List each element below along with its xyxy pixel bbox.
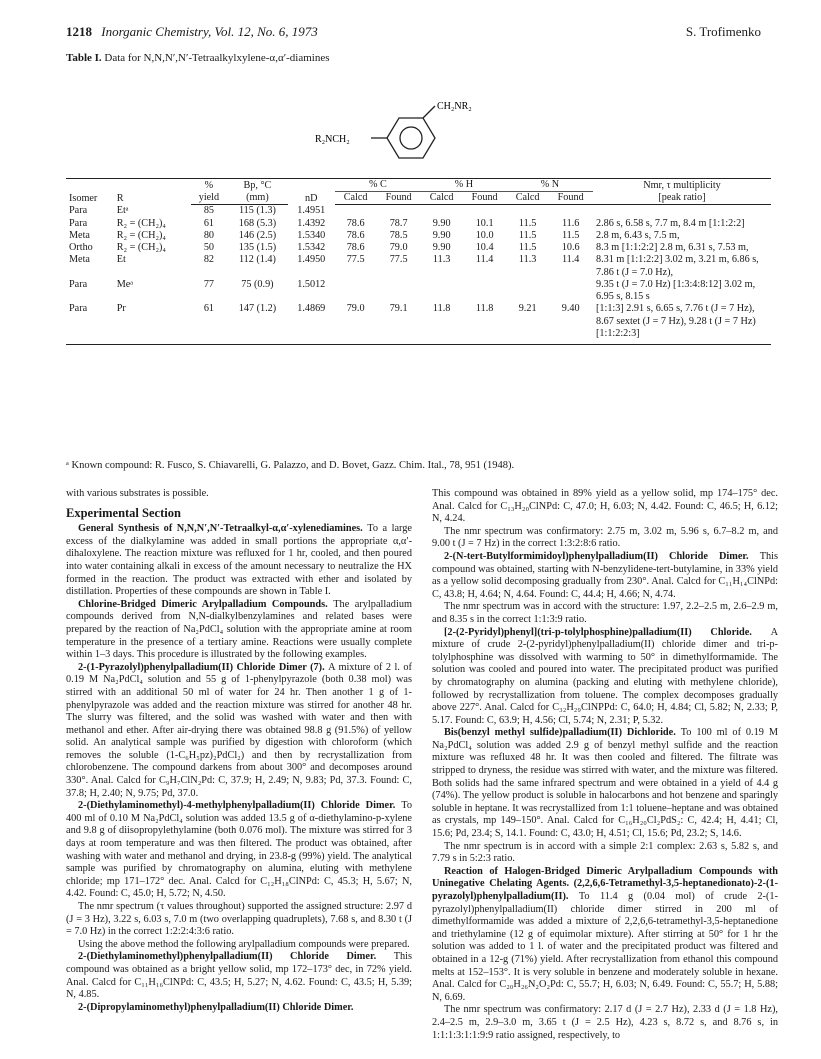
table-label: Table I.	[66, 52, 102, 64]
col-bp-top: Bp, °C	[227, 179, 287, 192]
cell-nmr	[593, 205, 771, 218]
col-r: R	[114, 179, 191, 205]
table-row	[66, 218, 771, 230]
cell-r: R₂ = (CH₂)₄	[116, 242, 166, 254]
cell-h-calcd: 11.8	[421, 303, 462, 344]
paragraph-text: A mixture of crude 2-(2-pyridyl)phenylpalladium(II) chloride dimer and tri-p-tolylphosphine was dissolved with warming to 50° in dimethylformamide. The solution was cooled and poured into water. The precipitated product was purified by chromatography on alumina (packing and eluting with methylene chloride), followed by recrystallization from toluene. The complex decomposes gradually above 227°. Anal. Calcd for C₃₂H₂₉ClNPPd: C, 64.0; H, 4.84; Cl, 5.82; N, 2.33; P, 5.17. Found: C, 63.9; H, 4.56; Cl, 5.74; N, 2.31; P, 5.32.	[432, 626, 778, 726]
table-row	[66, 242, 771, 254]
cell-nd: 1.4869	[288, 303, 335, 344]
cell-isomer: Meta	[69, 254, 90, 266]
cell-c-calcd: 77.5	[346, 254, 365, 266]
body-paragraph	[66, 523, 412, 599]
paragraph-text: The nmr spectrum was in accord with the structure: 1.97, 2.2–2.5 m, 2.6–2.9 m, and 8.35 s in the correct 1:1:3:9 ratio.	[432, 601, 778, 625]
body-paragraph	[432, 841, 778, 866]
cell-n-calcd: 11.5	[518, 217, 537, 229]
cell-nd: 1.4951	[297, 204, 326, 216]
paragraph-lead: 2-(Diethylaminomethyl)phenylpalladium(II) Chloride Dimer.	[78, 951, 394, 963]
cell-c-found: 79.1	[376, 303, 421, 344]
left-paragraphs	[66, 523, 412, 1014]
col-c-group: % C	[335, 179, 421, 192]
body-paragraph	[432, 866, 778, 1005]
body-paragraph	[66, 662, 412, 801]
data-table	[66, 178, 771, 345]
cell-n-found: 11.5	[561, 229, 580, 241]
cell-n-found	[548, 279, 593, 303]
col-h-group: % H	[421, 179, 507, 192]
cell-yield: 80	[203, 229, 215, 241]
col-h-calcd: Calcd	[421, 192, 462, 205]
body-paragraph	[66, 1002, 412, 1015]
cell-nmr: 2.86 s, 6.58 s, 7.7 m, 8.4 m [1:1:2:2]	[596, 217, 745, 229]
cell-c-found	[376, 205, 421, 218]
cell-n-calcd: 11.5	[518, 242, 537, 254]
body-paragraph	[432, 1004, 778, 1042]
cell-isomer: Meta	[69, 229, 90, 241]
paragraph-text: The nmr spectrum is in accord with a simple 2:1 complex: 2.63 s, 5.82 s, and 7.79 s in 5:2:3 ratio.	[432, 840, 778, 865]
cell-yield: 77	[203, 278, 215, 290]
paragraph-lead: 2-(N-tert-Butylformimidoyl)phenylpalladium(II) Chloride Dimer.	[444, 550, 760, 562]
paragraph-lead: 2-(1-Pyrazolyl)phenylpalladium(II) Chloride Dimer (7).	[78, 661, 329, 673]
cell-nmr: 2.8 m, 6.43 s, 7.5 m,	[596, 229, 680, 241]
cell-bp: 147 (1.2)	[227, 303, 287, 344]
table-header-row-1	[66, 179, 771, 192]
paragraph-text: To a large excess of the dialkylamine was added in small portions the appropriate α,α′-dihaloxylene. The reaction mixture was refluxed for 1 hr, cooled, and then poured into water containing alkali in excess of the amount necessary to neutralize the HX formed in the reaction. The product was extracted with ether and isolated by distillation. Properties of these compounds are shown in Table I.	[66, 523, 412, 598]
paragraph-text: Using the above method the following arylpalladium compounds were prepared.	[78, 938, 410, 950]
body-paragraph	[66, 599, 412, 662]
col-yield-bottom: yield	[191, 192, 228, 205]
paragraph-text: This compound was obtained, starting with N-benzylidene-tert-butylamine, in 33% yield as a yellow solid decomposing gradually from 230°. Anal. Calcd for C₁₁H₁₄ClNPd: C, 43.8; H, 4.64; N, 4.64. Found: C, 44.4; H, 4.66; N, 4.74.	[432, 550, 778, 600]
paragraph-text: The nmr spectrum was confirmatory: 2.17 d (J = 2.7 Hz), 2.33 d (J = 1.8 Hz), 2.4–2.5 m, 2.9–3.0 m, 3.65 t (J = 2.5 Hz), 4.23 s, 8.72 s, and 8.76 s, in 1:1:1:3:1:1:9:9 ratio assigned, respectively, to	[432, 1004, 778, 1041]
cell-r: Etᵃ	[116, 204, 129, 216]
cell-c-found: 78.7	[389, 217, 408, 229]
paragraph-text: The nmr spectrum was confirmatory: 2.75 m, 3.02 m, 5.96 s, 6.7–8.2 m, and 9.00 t (J = 7 Hz) in the correct 1:3:2:8:6 ratio.	[432, 525, 778, 550]
cell-nmr: 8.31 m [1:1:2:2] 3.02 m, 3.21 m, 6.86 s, 7.86 t (J = 7.0 Hz),	[596, 254, 759, 278]
left-substituent: R₂NCH₂	[315, 134, 350, 145]
body-paragraph	[432, 526, 778, 551]
col-n-calcd: Calcd	[507, 192, 548, 205]
cell-n-found: 11.4	[561, 254, 580, 266]
paragraph-lead: General Synthesis of N,N,N′,N′-Tetraalkyl-α,α′-xylenediamines.	[78, 523, 368, 535]
col-c-calcd: Calcd	[335, 192, 376, 205]
cell-n-found	[548, 205, 593, 218]
col-nmr-top: Nmr, τ multiplicity	[593, 179, 771, 192]
table-footnote: ᵃ Known compound: R. Fusco, S. Chiavarelli, G. Palazzo, and D. Bovet, Gazz. Chim. Ital., 78, 951 (1948).	[66, 460, 515, 471]
table-title: Data for N,N,N′,N′-Tetraalkylxylene-α,α′-diamines	[104, 52, 330, 64]
cell-n-calcd: 11.5	[518, 229, 537, 241]
cell-nd: 1.5012	[297, 278, 326, 290]
cell-h-calcd: 9.90	[432, 217, 451, 229]
cell-bp: 168 (5.3)	[238, 217, 277, 229]
body-paragraph	[432, 727, 778, 840]
journal-citation: Inorganic Chemistry, Vol. 12, No. 6, 1973	[101, 24, 318, 39]
cell-c-calcd	[335, 279, 376, 303]
cell-r: Pr	[114, 303, 191, 344]
table-caption	[66, 52, 330, 64]
paragraph-lead: [2-(2-Pyridyl)phenyl](tri-p-tolylphosphine)palladium(II) Chloride.	[444, 626, 771, 638]
paragraph-text: To 11.4 g (0.04 mol) of crude 2-(1-pyrazolyl)phenylpalladium(II) chloride dimer stirred in 200 ml of dimethylformamide was added a mixture of 2,2,6,6-tetramethyl-3,5-heptanedione and triethylamine (12 g of equimolar mixture). After stirring at 50° for 1 hr the solution was added to 1 l. of water and the precipitated product was filtered and obtained in a 12-g (71%) yield. After recrystallization from ethanol this compound melts at 152–153°. It is very soluble in benzene and moderately soluble in hexane. Anal. Calcd for C₂₀H₂₆N₂O₂Pd: C, 55.7; H, 6.03; N, 6.49. Found: C, 55.7; H, 5.88; N, 6.69.	[432, 891, 778, 1003]
body-paragraph	[432, 488, 778, 526]
col-isomer: Isomer	[66, 179, 114, 205]
col-n-found: Found	[548, 192, 593, 205]
cell-h-calcd: 11.3	[432, 254, 451, 266]
cell-h-found: 10.1	[475, 217, 494, 229]
cell-bp: 146 (2.5)	[238, 229, 277, 241]
cell-isomer: Ortho	[69, 242, 93, 254]
cell-h-found: 10.0	[475, 229, 494, 241]
paragraph-lead: Bis(benzyl methyl sulfide)palladium(II) Dichloride.	[444, 727, 681, 739]
cell-h-calcd	[421, 279, 462, 303]
paragraph-text: A mixture of 2 l. of 0.19 M Na₂PdCl₄ solution and 55 g of 1-phenylpyrazole (both 0.38 mol) was stirred with an additional 50 ml of water for 24 hr. Then another 1 g of 1-phenylpyrazole was added and the reaction mixture was stirred for another 48 hr. The slurry was filtered, and the solid was washed with water and then with methanol and ether. After air-drying there was obtained 98.8 g (91.5%) of yellow solid. An analytical sample was purified by digestion with chloroform (which removes the soluble (1-C₆H₅pz)₂PdCl₂) and then by recrystallization from chlorobenzene. The compound darkens from about 300° and decomposes around 330°. Anal. Calcd for C₉H₇ClN₂Pd: C, 37.9; H, 2.49; N, 9.83; Pd, 37.3. Found: C, 37.8; H, 2.40; N, 9.75; Pd, 37.0.	[66, 661, 412, 799]
paragraph-text: To 400 ml of 0.10 M Na₂PdCl₄ solution was added 13.5 g of α-diethylamino-p-xylene and 9.8 g of diisopropylethylamine (both 0.076 mol). The mixture was stirred for 3 days at room temperature and was then filtered. The product was obtained, after washing with water and methanol and drying, in 23.8-g (99%) yield. The analytical sample was purified by chromatography on alumina, eluting with methylene chloride; mp 171–172° dec. Anal. Calcd for C₁₂H₁₈ClNPd: C, 45.3; H, 5.67; N, 4.42. Found: C, 45.0; H, 5.72; N, 4.50.	[66, 800, 412, 900]
cell-n-found: 10.6	[561, 242, 580, 254]
cell-n-calcd	[507, 279, 548, 303]
paragraph-text: To 100 ml of 0.19 M Na₂PdCl₄ solution was added 2.9 g of benzyl methyl sulfide and the reaction mixture was refluxed 48 hr. It was then cooled and filtered. The filtrate was stripped to dryness, the residue was stirred with water, and the mixture was filtered. Both solids had the same infrared spectrum and were obtained in a yield of 4.4 g (74%). The yellow product is soluble in halocarbons and hot benzene and sparingly soluble in heptane. It was recrystallized from 1:1 toluene–heptane and was obtained as crystals, mp 149–150°. Anal. Calcd for C₁₆H₂₀Cl₂PdS₂: C, 42.4; H, 4.41; Cl, 15.6; Pd, 23.4; S, 14.1. Found: C, 43.0; H, 4.51; Cl, 15.6; Pd, 23.2; S, 14.6.	[432, 727, 778, 840]
cell-n-calcd: 9.21	[507, 303, 548, 344]
header-left	[66, 24, 318, 40]
cell-h-calcd	[421, 205, 462, 218]
cell-n-calcd: 11.3	[518, 254, 537, 266]
paragraph-lead: 2-(Diethylaminomethyl)-4-methylphenylpalladium(II) Chloride Dimer.	[78, 800, 402, 812]
cell-c-found	[376, 279, 421, 303]
body-paragraph	[66, 901, 412, 939]
cell-bp: 75 (0.9)	[241, 278, 274, 290]
paragraph-text: The nmr spectrum (τ values throughout) supported the assigned structure: 2.97 d (J = 3 Hz), 3.22 s, 6.03 s, 7.0 m (two overlapping quadruplets), 7.68 s, and 8.30 t (J = 7.0 Hz) in the correct 1:2:2:4:3:6 ratio.	[66, 901, 412, 938]
benzene-ring	[371, 106, 435, 158]
col-nd: nD	[288, 179, 335, 205]
cell-c-calcd: 78.6	[346, 217, 365, 229]
cell-h-found	[462, 279, 507, 303]
body-paragraph	[66, 951, 412, 1001]
intro-sentence: with various substrates is possible.	[66, 488, 209, 499]
cell-nd: 1.4392	[297, 217, 326, 229]
table-row	[66, 303, 771, 344]
cell-c-calcd: 78.6	[346, 242, 365, 254]
cell-nd: 1.5340	[297, 229, 326, 241]
cell-h-found: 10.4	[475, 242, 494, 254]
cell-isomer: Para	[69, 278, 88, 290]
paragraph-text: The arylpalladium compounds derived from N,N-dialkylbenzylamines and related bases were prepared by the reaction of Na₂PdCl₄ solution with the appropriate amine at room temperature in the presence of a tertiary amine. Reactions were usually complete within 1–3 days. This procedure is illustrated by the following examples.	[66, 598, 412, 661]
cell-r: R₂ = (CH₂)₄	[116, 229, 166, 241]
cell-c-calcd	[335, 205, 376, 218]
table-row	[66, 254, 771, 278]
cell-isomer: Para	[69, 217, 88, 229]
cell-c-found: 78.5	[389, 229, 408, 241]
paragraph-lead: 2-(Dipropylaminomethyl)phenylpalladium(II) Chloride Dimer.	[78, 1001, 354, 1013]
cell-h-calcd: 9.90	[432, 242, 451, 254]
paragraph-lead: Chlorine-Bridged Dimeric Arylpalladium Compounds.	[78, 598, 334, 610]
cell-r: Et	[116, 254, 126, 266]
col-c-found: Found	[376, 192, 421, 205]
cell-bp: 112 (1.4)	[238, 254, 276, 266]
cell-yield: 82	[203, 254, 215, 266]
left-column	[66, 488, 412, 1014]
col-yield-top: %	[191, 179, 228, 192]
cell-h-calcd: 9.90	[432, 229, 451, 241]
cell-r: Meᵃ	[116, 278, 134, 290]
cell-c-found: 77.5	[389, 254, 408, 266]
body-paragraph	[432, 627, 778, 728]
top-substituent: CH₂NR₂	[437, 101, 472, 112]
cell-h-found: 11.4	[475, 254, 494, 266]
cell-h-found	[462, 205, 507, 218]
page-number: 1218	[66, 24, 92, 39]
paragraph-text: This compound was obtained in 89% yield as a yellow solid, mp 174–175° dec. Anal. Calcd for C₁₃H₂₀ClNPd: C, 47.0; H, 6.03; N, 4.42. Found: C, 46.5; H, 6.12; N, 4.24.	[432, 488, 778, 525]
author-name: S. Trofimenko	[685, 24, 761, 39]
cell-bp: 115 (1.3)	[238, 205, 276, 217]
cell-nmr: 9.35 t (J = 7.0 Hz) [1:3:4:8:12] 3.02 m, 6.95 s, 8.15 s	[596, 278, 756, 303]
right-column	[432, 488, 778, 1042]
body-paragraph	[66, 939, 412, 952]
cell-nmr: [1:1:3] 2.91 s, 6.65 s, 7.76 t (J = 7 Hz), 8.67 sextet (J = 7 Hz), 9.28 t (J = 7 Hz) [1:1:2:2:3]	[593, 303, 771, 344]
body-paragraph	[432, 551, 778, 601]
cell-yield: 50	[203, 242, 215, 254]
right-paragraphs	[432, 488, 778, 1042]
col-bp-bottom: (mm)	[227, 192, 287, 205]
cell-isomer: Para	[69, 204, 88, 216]
cell-h-found: 11.8	[462, 303, 507, 344]
cell-c-calcd: 79.0	[335, 303, 376, 344]
body-paragraph	[66, 800, 412, 901]
cell-yield: 85	[203, 205, 215, 217]
cell-yield: 61	[203, 217, 215, 229]
section-heading: Experimental Section	[66, 505, 181, 520]
paragraph-text: This compound was obtained as a bright yellow solid, mp 172–173° dec, in 72% yield. Anal. Calcd for C₁₁H₁₆ClNPd: C, 43.5; H, 5.27; N, 4.62. Found: C, 43.5; H, 5.39; N, 4.85.	[66, 951, 412, 1001]
cell-nmr: 8.3 m [1:1:2:2] 2.8 m, 6.31 s, 7.53 m,	[596, 242, 749, 254]
cell-n-found: 11.6	[561, 217, 580, 229]
cell-nd: 1.4950	[297, 254, 326, 266]
col-h-found: Found	[462, 192, 507, 205]
cell-n-calcd	[507, 205, 548, 218]
col-n-group: % N	[507, 179, 593, 192]
cell-c-calcd: 78.6	[346, 229, 365, 241]
body-paragraph	[432, 601, 778, 626]
paragraph-lead: Reaction of Halogen-Bridged Dimeric Arylpalladium Compounds with Uninegative Chelating Agents. (2,2,6,6-Tetramethyl-3,5-heptanedionato)-2-(1-pyrazolyl)phenylpalladium(II).	[432, 865, 778, 902]
cell-n-found: 9.40	[548, 303, 593, 344]
cell-c-found: 79.0	[389, 242, 408, 254]
cell-yield: 61	[191, 303, 228, 344]
cell-nd: 1.5342	[297, 242, 326, 254]
table-row	[66, 205, 771, 218]
cell-r: R₂ = (CH₂)₄	[116, 217, 166, 229]
col-nmr-bottom: [peak ratio]	[593, 192, 771, 205]
running-header	[66, 24, 761, 44]
cell-bp: 135 (1.5)	[238, 242, 277, 254]
table-row	[66, 230, 771, 242]
table-row	[66, 279, 771, 303]
cell-isomer: Para	[66, 303, 114, 344]
xylene-diamine-structure	[315, 98, 535, 178]
